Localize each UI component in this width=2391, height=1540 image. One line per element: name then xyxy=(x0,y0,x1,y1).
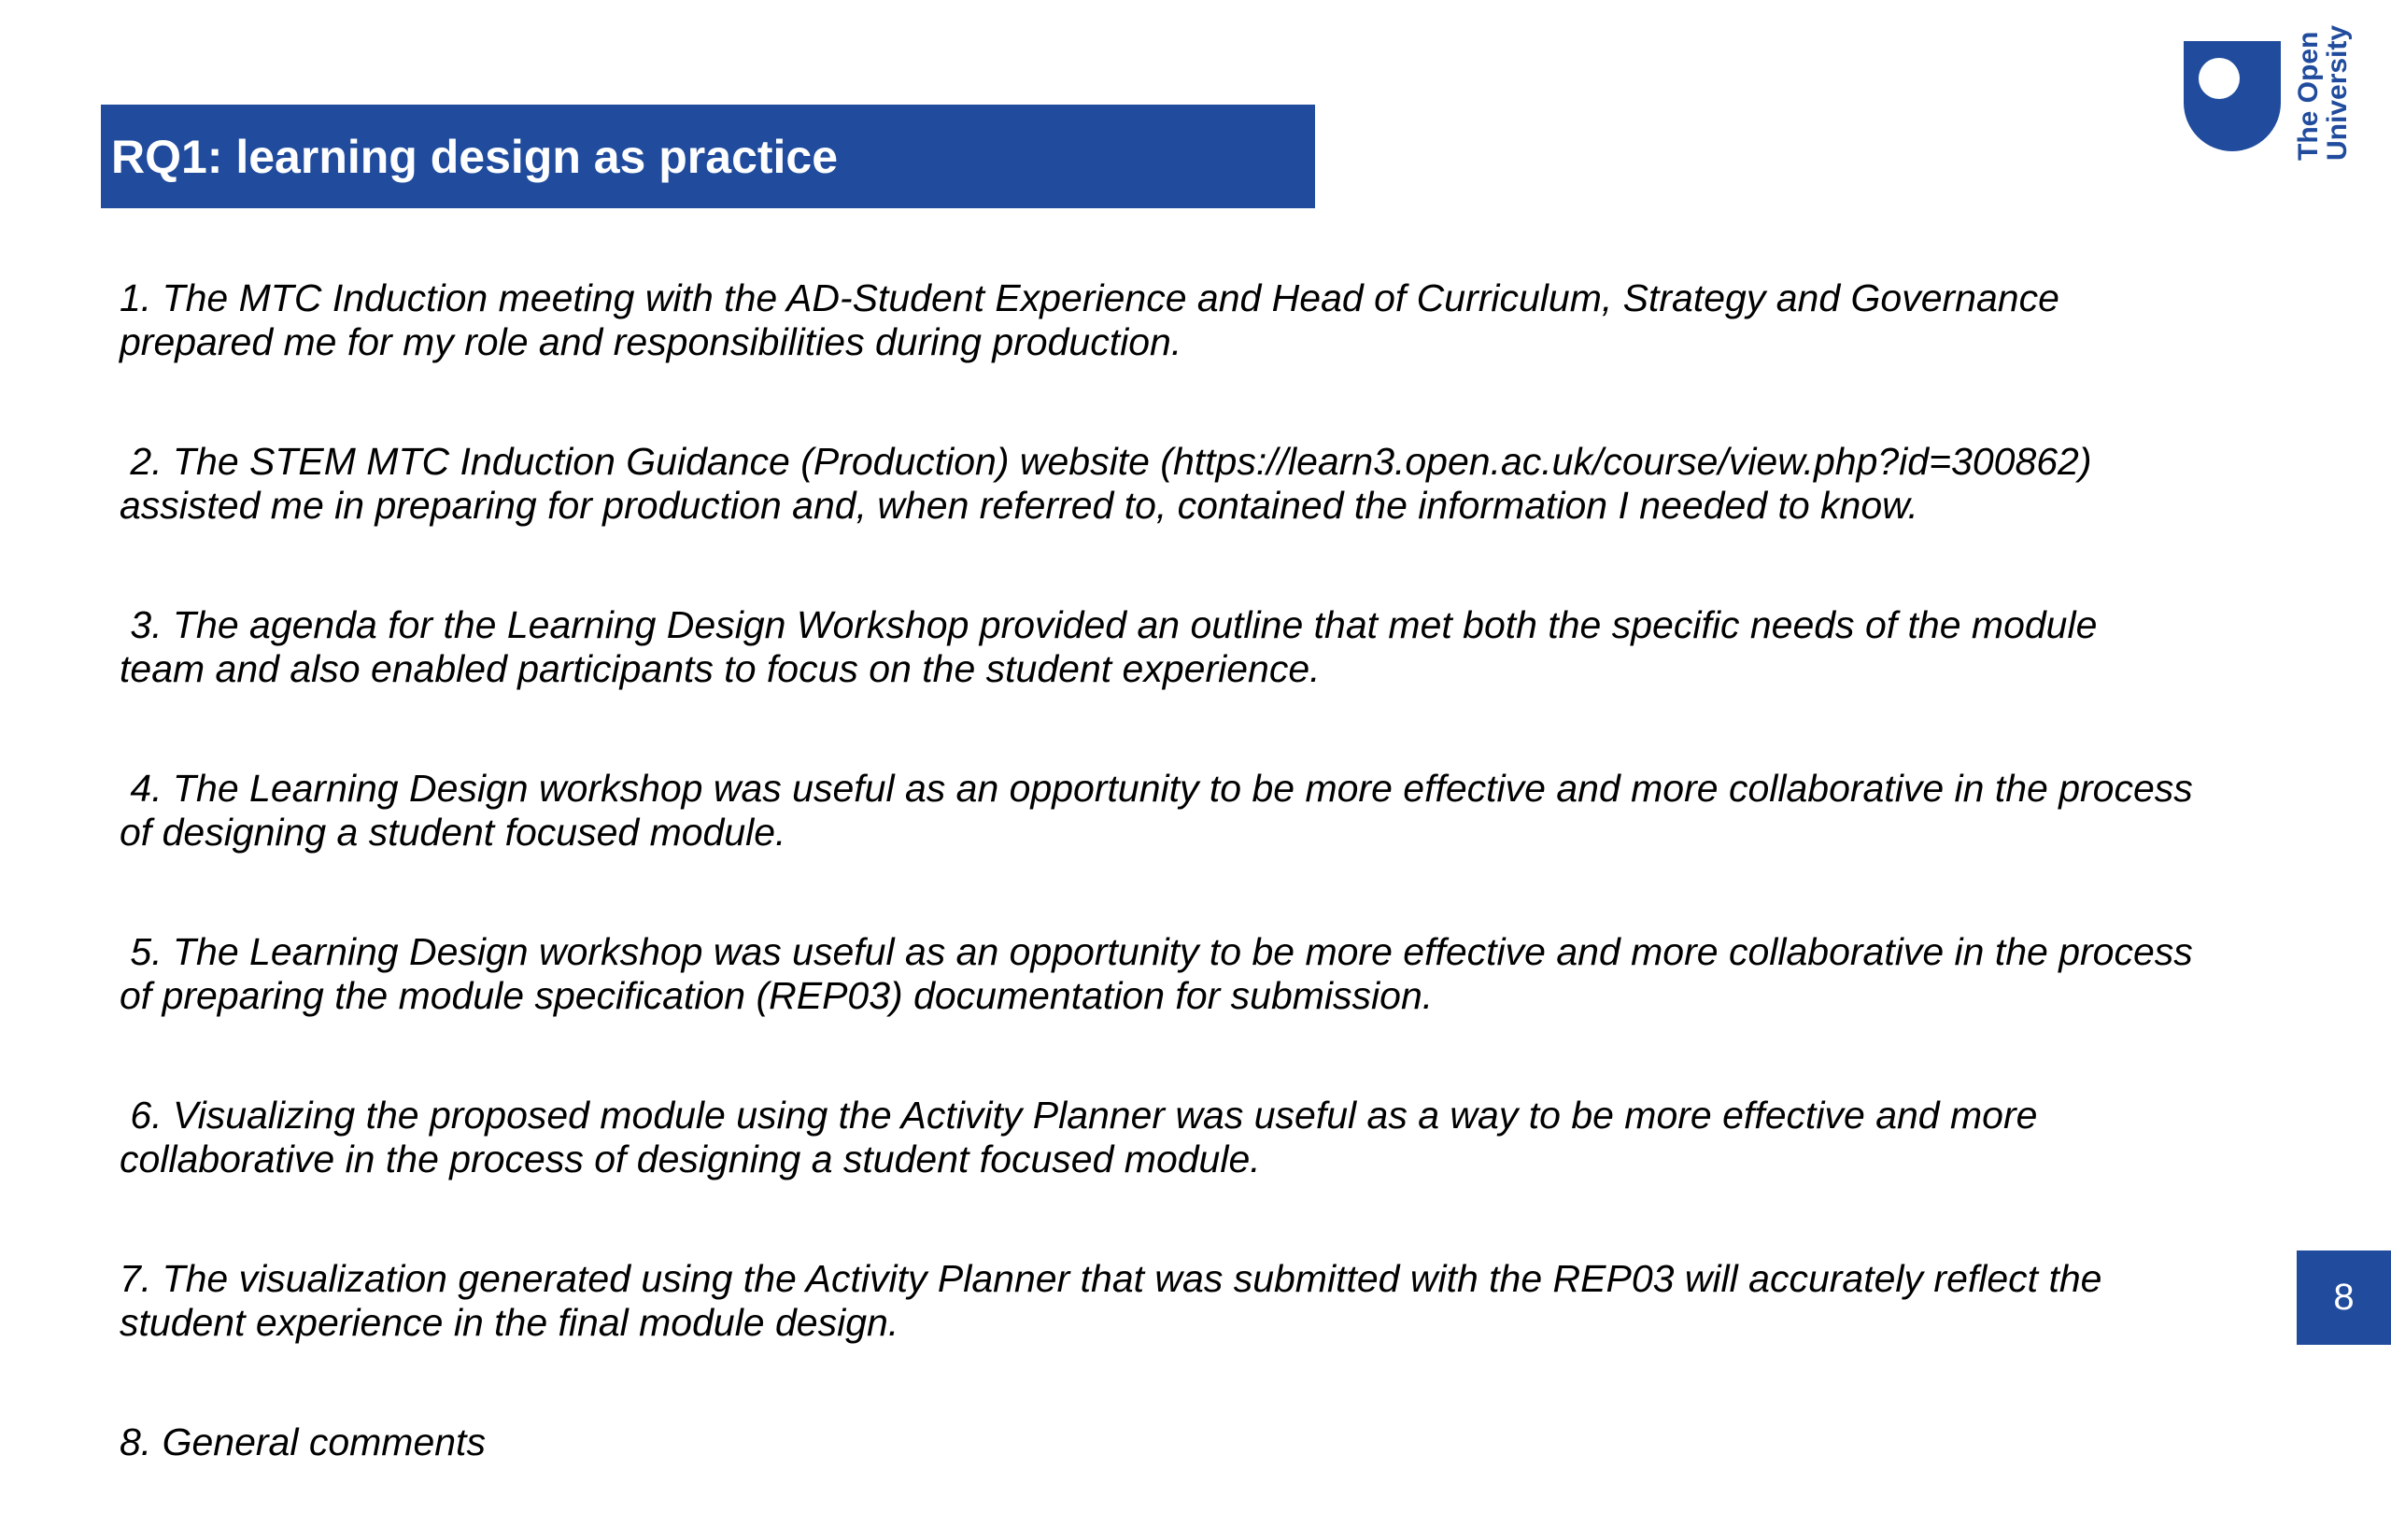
list-item xyxy=(120,1257,2296,1345)
list-item-line: 1. The MTC Induction meeting with the AD-Student Experience and Head of Curriculum, Strategy and Governance xyxy=(120,276,2059,319)
list-item-line: of preparing the module specification (REP03) documentation for submission. xyxy=(120,974,1434,1017)
list-item-line: assisted me in preparing for production and, when referred to, contained the information I needed to know. xyxy=(120,484,1918,527)
list-item xyxy=(120,276,2296,364)
list-item xyxy=(120,603,2296,691)
list-item xyxy=(120,1420,2296,1464)
page-number: 8 xyxy=(2297,1250,2391,1345)
list-item-line: 3. The agenda for the Learning Design Workshop provided an outline that met both the specific needs of the module xyxy=(120,603,2098,646)
logo-text-line2: University xyxy=(2322,24,2353,161)
list-item-line: student experience in the final module design. xyxy=(120,1301,899,1344)
list-item-line: prepared me for my role and responsibilities during production. xyxy=(120,320,1182,363)
list-item-line: of designing a student focused module. xyxy=(120,811,786,854)
list-item-line: 8. General comments xyxy=(120,1420,486,1463)
survey-items-list xyxy=(120,276,2296,1540)
list-item-line: 4. The Learning Design workshop was useful as an opportunity to be more effective and more collaborative in the process xyxy=(120,767,2193,810)
list-item-line: team and also enabled participants to focus on the student experience. xyxy=(120,647,1321,690)
list-item-line: 7. The visualization generated using the Activity Planner that was submitted with the REP03 will accurately reflect the xyxy=(120,1257,2102,1300)
list-item xyxy=(120,1094,2296,1181)
logo-wordmark xyxy=(2294,25,2352,161)
list-item xyxy=(120,440,2296,528)
list-item-line: 5. The Learning Design workshop was useful as an opportunity to be more effective and more collaborative in the process xyxy=(120,930,2193,973)
slide-title: RQ1: learning design as practice xyxy=(111,130,839,183)
logo-text-line1: The Open xyxy=(2293,31,2324,161)
title-bar xyxy=(101,105,1315,208)
open-university-shield-icon xyxy=(2182,41,2283,161)
list-item xyxy=(120,930,2296,1018)
list-item-line: collaborative in the process of designing a student focused module. xyxy=(120,1137,1261,1180)
list-item-line: 6. Visualizing the proposed module using the Activity Planner was useful as a way to be more effective and more xyxy=(120,1094,2038,1137)
list-item-line: 2. The STEM MTC Induction Guidance (Production) website (https://learn3.open.ac.uk/course/view.php?id=300862) xyxy=(120,440,2092,483)
open-university-logo xyxy=(2182,24,2359,168)
list-item xyxy=(120,767,2296,855)
